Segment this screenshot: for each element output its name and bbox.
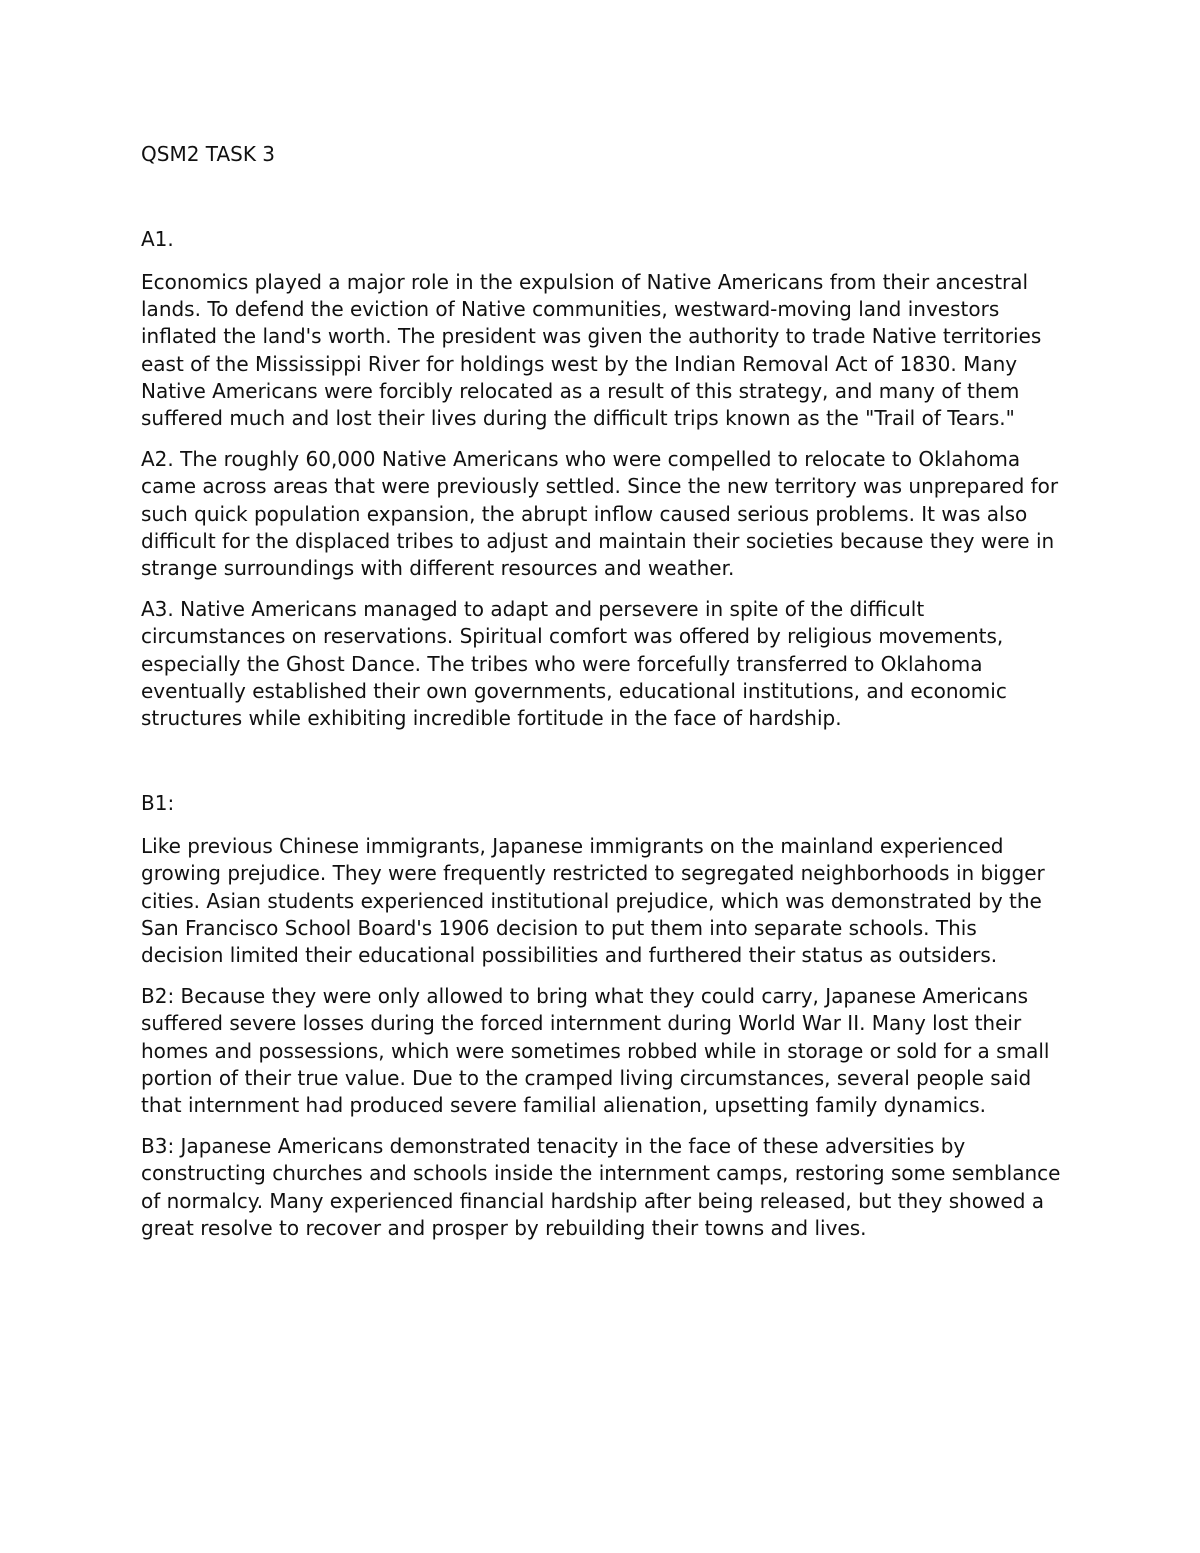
paragraph-a1: Economics played a major role in the expulsion of Native Americans from their ancestral lands. To defend the eviction of Native communities, westward-moving land investors inflated the land's worth. The president was given the authority to trade Native territories east of the Mississippi River for holdings west by the Indian Removal Act of 1830. Many Native Americans were forcibly relocated as a result of this strategy, and many of them suffered much and lost their lives during the difficult trips known as the "Trail of Tears." [141, 270, 1042, 431]
section-heading-b1: B1: [141, 791, 175, 816]
document-title: QSM2 TASK 3 [141, 142, 276, 166]
paragraph-b3: B3: Japanese Americans demonstrated tenacity in the face of these adversities by constructing churches and schools inside the internment camps, restoring some semblance of normalcy. Many experienced financial hardship after being released, but they showed a great resolve to recover and prosper by rebuilding their towns and lives. [141, 1134, 1061, 1240]
section-heading-a1: A1. [141, 227, 174, 251]
paragraph-b1: Like previous Chinese immigrants, Japanese immigrants on the mainland experienced growing prejudice. They were frequently restricted to segregated neighborhoods in bigger cities. Asian students experienced institutional prejudice, which was demonstrated by the San Francisco School Board's 1906 decision to put them into separate schools. This decision limited their educational possibilities and furthered their status as outsiders. [141, 834, 1045, 968]
paragraph-a2: A2. The roughly 60,000 Native Americans who were compelled to relocate to Oklahoma came across areas that were previously settled. Since the new territory was unprepared for such quick population expansion, the abrupt inflow caused serious problems. It was also difficult for the displaced tribes to adjust and maintain their societies because they were in strange surroundings with different resources and weather. [141, 447, 1059, 581]
document-page [141, 140, 1061, 1242]
paragraph-a3: A3. Native Americans managed to adapt and persevere in spite of the difficult circumstances on reservations. Spiritual comfort was offered by religious movements, especially the Ghost Dance. The tribes who were forcefully transferred to Oklahoma eventually established their own governments, educational institutions, and economic structures while exhibiting incredible fortitude in the face of hardship. [141, 597, 1007, 731]
paragraph-b2: B2: Because they were only allowed to bring what they could carry, Japanese Americans suffered severe losses during the forced internment during World War II. Many lost their homes and possessions, which were sometimes robbed while in storage or sold for a small portion of their true value. Due to the cramped living circumstances, several people said that internment had produced severe familial alienation, upsetting family dynamics. [141, 984, 1050, 1118]
